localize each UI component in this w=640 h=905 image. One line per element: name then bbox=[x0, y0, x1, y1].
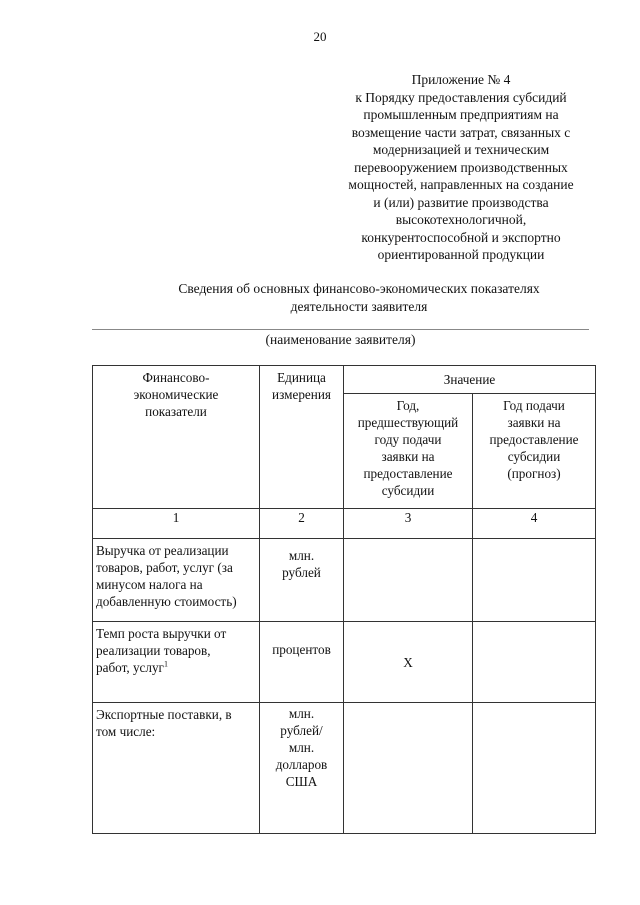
value-prev-year-cell: X bbox=[344, 622, 473, 703]
document-title-line: деятельности заявителя bbox=[290, 298, 428, 314]
value-prev-year-cell[interactable] bbox=[344, 703, 473, 834]
unit-cell: млн. рублей bbox=[260, 539, 344, 622]
header-application-year: Год подачи заявки на предоставление субсидии (прогноз) bbox=[473, 394, 596, 509]
page-number: 20 bbox=[313, 29, 327, 44]
annex-line: возмещение части затрат, связанных с bbox=[351, 124, 571, 140]
table-row bbox=[93, 539, 596, 622]
annex-line: модернизацией и техническим bbox=[372, 142, 550, 157]
value-application-year-cell[interactable] bbox=[473, 622, 596, 703]
annex-line: конкурентоспособной и экспортно bbox=[361, 229, 561, 245]
value-prev-year-cell[interactable] bbox=[344, 539, 473, 622]
indicator-revenue: Выручка от реализации товаров, работ, услуг (за минусом налога на добавленную стоимость) bbox=[93, 539, 260, 622]
header-value: Значение bbox=[344, 366, 596, 394]
annex-line: и (или) развитие производства bbox=[373, 194, 549, 210]
column-number-row bbox=[93, 509, 596, 539]
footnote-marker: 1 bbox=[163, 659, 168, 669]
header-unit: Единица измерения bbox=[260, 366, 344, 509]
column-number: 1 bbox=[93, 509, 260, 539]
indicator-revenue-growth: Темп роста выручки от реализации товаров, работ, услуг$^1$ bbox=[93, 622, 260, 703]
value-application-year-cell[interactable] bbox=[473, 539, 596, 622]
unit-cell: млн. рублей/ млн. долларов США bbox=[260, 703, 344, 834]
annex-line: Приложение № 4 bbox=[411, 72, 511, 87]
annex-heading bbox=[316, 71, 606, 264]
unit-cell: процентов bbox=[260, 622, 344, 703]
indicator-export: Экспортные поставки, в том числе: bbox=[93, 703, 260, 834]
column-number: 2 bbox=[260, 509, 344, 539]
indicators-table bbox=[92, 365, 596, 834]
header-prev-year: Год, предшествующий году подачи заявки на предоставление субсидии bbox=[344, 394, 473, 509]
applicant-name-line bbox=[92, 329, 589, 330]
annex-line: мощностей, направленных на создание bbox=[348, 177, 574, 192]
annex-line: ориентированной продукции bbox=[377, 247, 545, 262]
document-title bbox=[90, 280, 628, 315]
annex-line: промышленным предприятиям на bbox=[363, 107, 559, 122]
table-row bbox=[93, 622, 596, 703]
table-row bbox=[93, 703, 596, 834]
annex-line: к Порядку предоставления субсидий bbox=[355, 89, 567, 105]
header-indicator: Финансово- экономические показатели bbox=[93, 366, 260, 509]
annex-line: перевооружением производственных bbox=[354, 159, 568, 175]
column-number: 4 bbox=[473, 509, 596, 539]
column-number: 3 bbox=[344, 509, 473, 539]
value-application-year-cell[interactable] bbox=[473, 703, 596, 834]
annex-line: высокотехнологичной, bbox=[395, 212, 527, 227]
applicant-caption: (наименование заявителя) bbox=[265, 332, 416, 347]
document-title-line: Сведения об основных финансово-экономических показателях bbox=[178, 281, 540, 296]
